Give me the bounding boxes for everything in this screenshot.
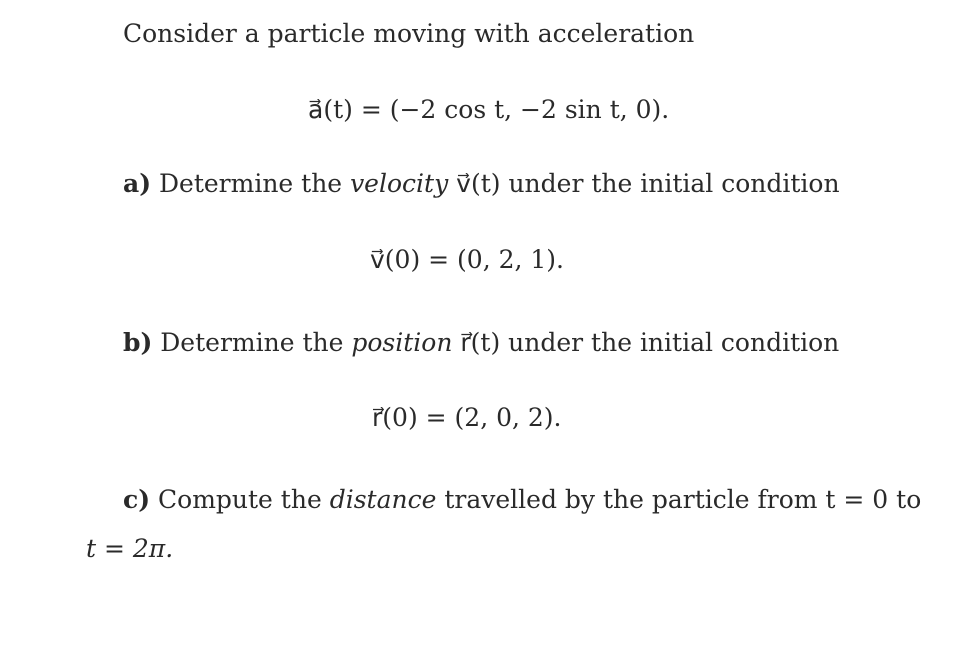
velocity-initial-condition [370,245,564,275]
part-c-continuation-text: t = 2π. [86,534,174,563]
part-c-after: travelled by the particle from t = 0 to [444,485,922,514]
part-b-after: r⃗(t) under the initial condition [460,328,840,357]
part-b-term: position [351,328,453,357]
part-a-before: Determine the [158,169,343,198]
part-b-label: b) [123,328,153,357]
part-a-question [123,169,840,199]
part-a-term: velocity [350,169,449,198]
part-b-question [123,328,839,358]
part-a-label: a) [123,169,152,198]
acceleration-equation-text: a⃗(t) = (−2 cos t, −2 sin t, 0). [308,95,670,124]
part-a-after: v⃗(t) under the initial condition [456,169,840,198]
part-c-label: c) [123,485,151,514]
acceleration-equation [308,95,669,125]
part-c-term: distance [329,485,437,514]
part-c-before: Compute the [158,485,322,514]
intro-sentence: Consider a particle moving with acceleration [123,19,695,48]
position-initial-condition [372,403,562,433]
part-b-before: Determine the [160,328,344,357]
intro-text [123,19,694,49]
part-c-continuation [86,534,173,564]
part-c-question [123,485,921,515]
velocity-initial-condition-text: v⃗(0) = (0, 2, 1). [370,245,565,274]
position-initial-condition-text: r⃗(0) = (2, 0, 2). [372,403,562,432]
